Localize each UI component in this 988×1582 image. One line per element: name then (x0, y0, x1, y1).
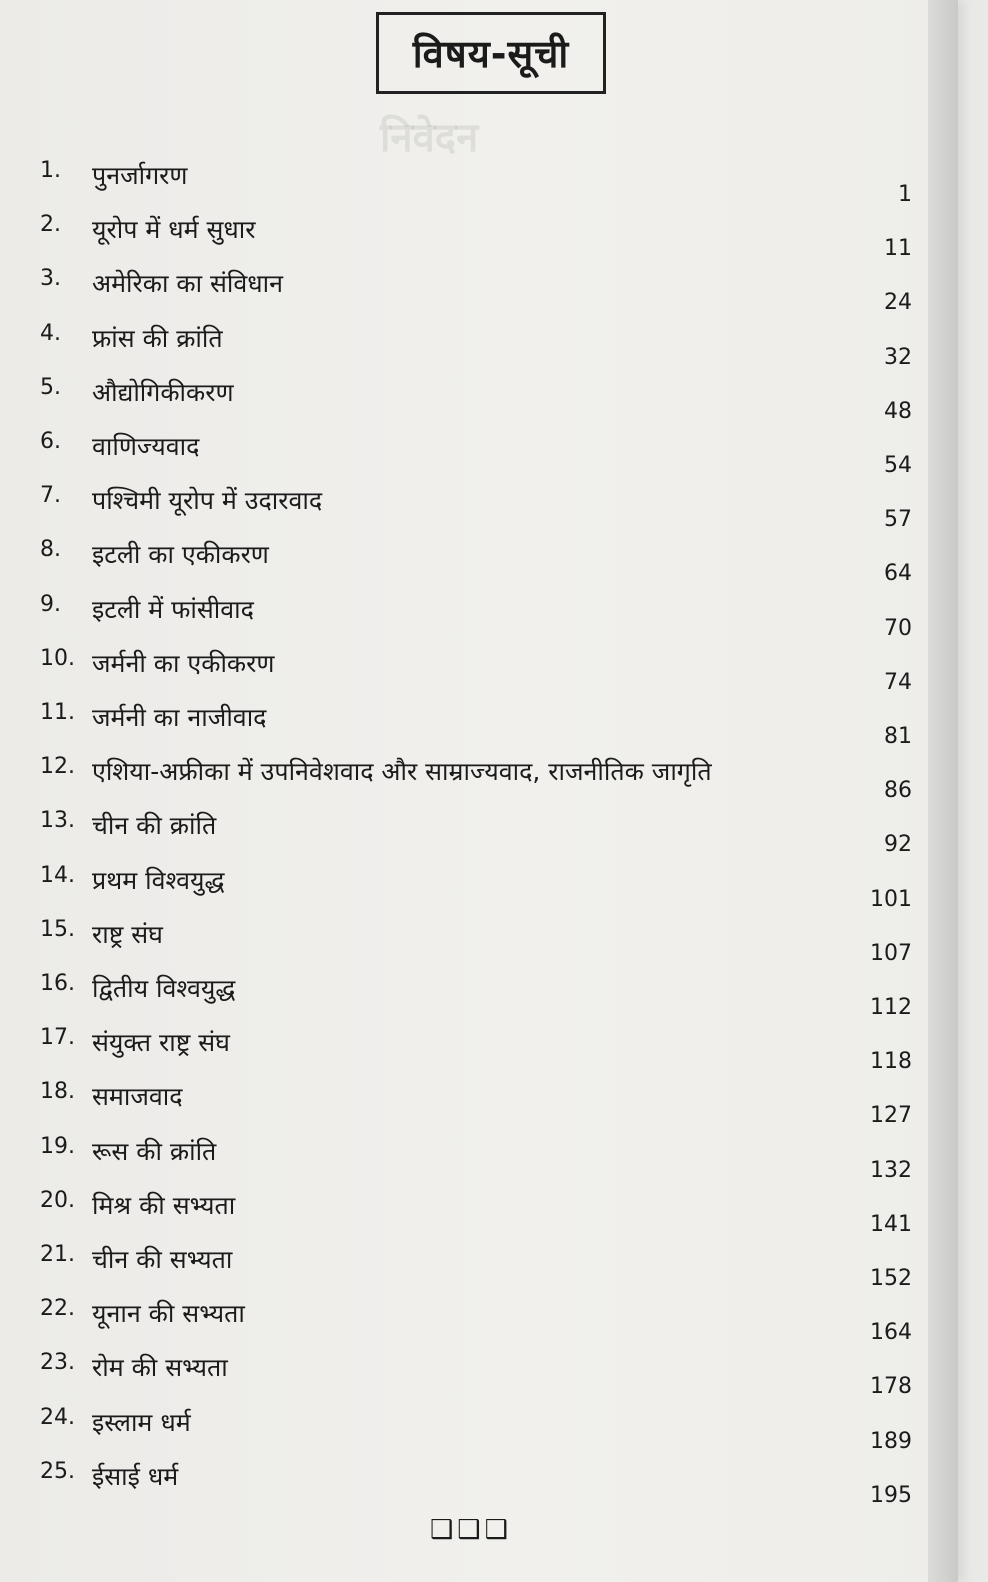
entry-title: यूरोप में धर्म सुधार (92, 215, 256, 245)
toc-entry (0, 375, 940, 429)
toc-entry (0, 158, 940, 212)
toc-entry (0, 1405, 940, 1459)
entry-title: द्वितीय विश्वयुद्ध (92, 974, 236, 1003)
entry-number: 6. (40, 429, 61, 454)
entry-number: 19. (40, 1133, 75, 1159)
entry-number: 12. (40, 754, 75, 780)
entry-title: जर्मनी का एकीकरण (92, 648, 275, 678)
toc-entry (0, 1242, 940, 1296)
entry-page-number: 1 (898, 182, 912, 207)
entry-number: 11. (40, 700, 75, 725)
entry-title: यूनान की सभ्यता (92, 1299, 245, 1329)
toc-entry (0, 1350, 940, 1404)
entry-title: फ्रांस की क्रांति (92, 323, 223, 353)
entry-title: इटली में फांसीवाद (92, 594, 254, 624)
entry-page-number: 92 (884, 832, 912, 858)
entry-number: 14. (40, 862, 75, 888)
entry-title: वाणिज्यवाद (92, 432, 200, 461)
entry-title: चीन की सभ्यता (92, 1245, 233, 1274)
toc-entry (0, 266, 940, 320)
entry-number: 16. (40, 971, 75, 996)
toc-entry (0, 917, 940, 971)
toc-entry (0, 212, 940, 266)
toc-entry (0, 1025, 940, 1079)
toc-entry (0, 1459, 940, 1513)
entry-number: 22. (40, 1296, 75, 1322)
entry-page-number: 24 (884, 290, 912, 316)
entry-number: 9. (40, 591, 61, 617)
entry-title: अमेरिका का संविधान (92, 269, 283, 299)
entry-page-number: 32 (884, 344, 912, 370)
entry-page-number: 54 (884, 453, 912, 478)
toc-entry (0, 1188, 940, 1242)
entry-number: 15. (40, 916, 75, 942)
entry-page-number: 152 (870, 1266, 912, 1291)
entry-number: 20. (40, 1187, 75, 1213)
toc-entry (0, 1079, 940, 1133)
entry-page-number: 195 (870, 1482, 912, 1508)
entry-number: 3. (40, 266, 61, 292)
toc-entry (0, 1296, 940, 1350)
end-mark: ❑❑❑ (430, 1515, 512, 1545)
entry-title: समाजवाद (92, 1082, 183, 1112)
toc-entry (0, 537, 940, 591)
entry-title: इटली का एकीकरण (92, 540, 269, 570)
entry-title: इस्लाम धर्म (92, 1407, 191, 1437)
entry-page-number: 189 (870, 1428, 912, 1454)
entry-number: 18. (40, 1079, 75, 1105)
toc-entry (0, 646, 940, 700)
entry-title: एशिया-अफ्रीका में उपनिवेशवाद और साम्राज्यवाद, राजनीतिक जागृति (92, 757, 712, 787)
entry-page-number: 64 (884, 561, 912, 587)
entry-number: 25. (40, 1458, 75, 1484)
entry-title: ईसाई धर्म (92, 1461, 179, 1491)
toc-entry (0, 592, 940, 646)
page-title: विषय-सूची (412, 32, 570, 76)
entry-page-number: 132 (870, 1157, 912, 1183)
entry-number: 10. (40, 645, 75, 671)
entry-number: 24. (40, 1404, 75, 1430)
heading-box (376, 12, 606, 94)
entry-page-number: 118 (870, 1049, 912, 1075)
entry-page-number: 74 (884, 669, 912, 695)
entry-number: 1. (40, 158, 61, 183)
entry-number: 21. (40, 1242, 75, 1267)
entry-page-number: 86 (884, 778, 912, 804)
toc-entry (0, 700, 940, 754)
entry-title: पुनर्जागरण (92, 161, 188, 190)
show-through-heading: निवेदन (380, 115, 479, 161)
entry-title: रोम की सभ्यता (92, 1353, 228, 1383)
entry-page-number: 127 (870, 1103, 912, 1129)
entry-page-number: 81 (884, 724, 912, 749)
entry-page-number: 107 (870, 940, 912, 966)
entry-title: संयुक्त राष्ट्र संघ (92, 1028, 230, 1058)
toc-entry (0, 971, 940, 1025)
entry-number: 8. (40, 537, 61, 563)
entry-title: पश्चिमी यूरोप में उदारवाद (92, 486, 323, 516)
entry-title: राष्ट्र संघ (92, 919, 163, 949)
toc-entry (0, 808, 940, 862)
toc-entry (0, 754, 940, 808)
entry-page-number: 11 (884, 236, 912, 262)
entry-title: मिश्र की सभ्यता (92, 1190, 236, 1220)
entry-title: जर्मनी का नाजीवाद (92, 703, 267, 732)
entry-number: 23. (40, 1350, 75, 1376)
entry-page-number: 70 (884, 615, 912, 641)
entry-page-number: 141 (870, 1211, 912, 1237)
entry-number: 4. (40, 320, 61, 346)
entry-title: प्रथम विश्वयुद्ध (92, 865, 225, 895)
entry-page-number: 57 (884, 507, 912, 533)
entry-number: 5. (40, 374, 61, 400)
toc-entry (0, 863, 940, 917)
page-edge (928, 0, 958, 1582)
toc-entry (0, 1134, 940, 1188)
entry-number: 13. (40, 808, 75, 834)
toc-entry (0, 321, 940, 375)
entry-page-number: 112 (870, 995, 912, 1020)
entry-title: चीन की क्रांति (92, 811, 217, 841)
entry-number: 2. (40, 212, 61, 238)
toc-entry (0, 483, 940, 537)
entry-page-number: 178 (870, 1374, 912, 1400)
entry-page-number: 101 (870, 886, 912, 912)
entry-title: रूस की क्रांति (92, 1136, 217, 1166)
entry-page-number: 164 (870, 1320, 912, 1346)
toc-entry (0, 429, 940, 483)
entry-number: 7. (40, 483, 61, 509)
entry-number: 17. (40, 1025, 75, 1051)
entry-page-number: 48 (884, 398, 912, 424)
entry-title: औद्योगिकीकरण (92, 377, 234, 407)
